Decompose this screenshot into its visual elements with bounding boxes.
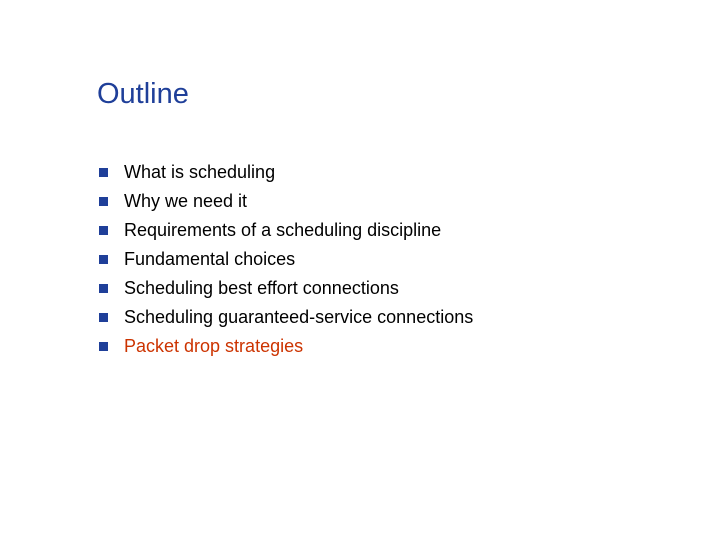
bullet-item — [97, 245, 473, 274]
bullet-text: Why we need it — [124, 191, 248, 211]
bullet-item-current — [97, 332, 473, 361]
slide-title: Outline — [97, 78, 189, 110]
outline-bullet-list — [97, 158, 473, 361]
bullet-item — [97, 274, 473, 303]
bullet-text-highlighted: Packet drop strategies — [124, 336, 304, 356]
bullet-item — [97, 216, 473, 245]
square-bullet-icon — [99, 226, 108, 235]
square-bullet-icon — [99, 342, 108, 351]
bullet-item — [97, 187, 473, 216]
bullet-item — [97, 158, 473, 187]
bullet-text: What is scheduling — [124, 162, 276, 182]
bullet-text: Scheduling guaranteed-service connections — [124, 307, 474, 327]
square-bullet-icon — [99, 313, 108, 322]
bullet-text: Scheduling best effort connections — [124, 278, 399, 298]
square-bullet-icon — [99, 284, 108, 293]
square-bullet-icon — [99, 255, 108, 264]
bullet-item — [97, 303, 473, 332]
square-bullet-icon — [99, 168, 108, 177]
bullet-text: Requirements of a scheduling discipline — [124, 220, 442, 240]
bullet-text: Fundamental choices — [124, 249, 296, 269]
square-bullet-icon — [99, 197, 108, 206]
